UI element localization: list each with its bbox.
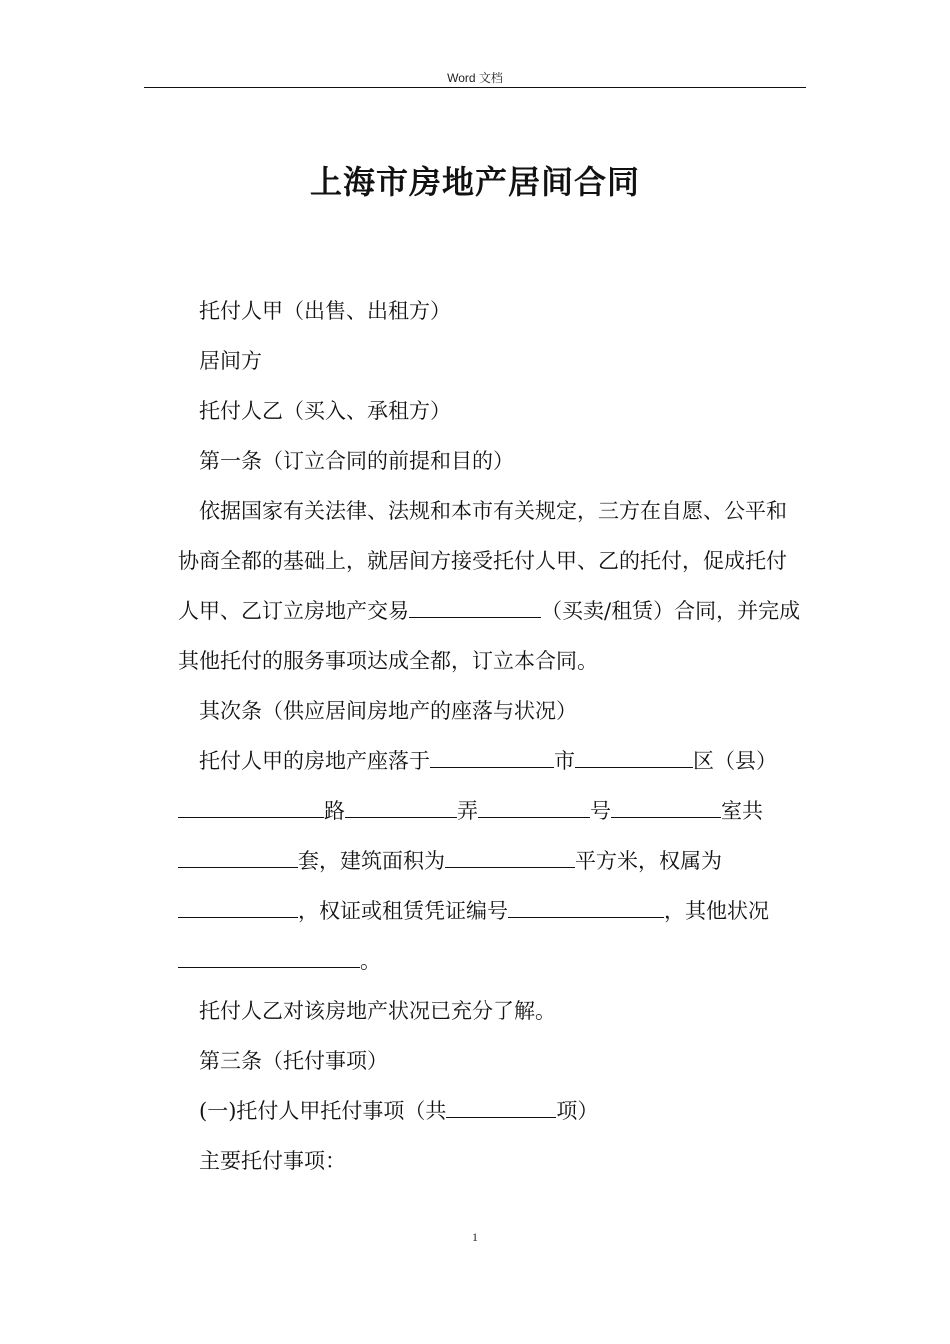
- lane-label: 弄: [457, 799, 478, 823]
- article1-text-part2: （买卖/租赁）合同，并完成其他托付的服务事项达成全都，订立本合同。: [178, 599, 801, 673]
- article3-heading: 第三条（托付事项）: [199, 1049, 388, 1073]
- intermediary-line: 居间方: [199, 349, 262, 373]
- certificate-number-blank: [508, 898, 664, 918]
- unit-count-blank: [178, 848, 298, 868]
- certificate-label: ，权证或租赁凭证编号: [298, 899, 508, 923]
- number-blank: [478, 798, 590, 818]
- district-label: 区（县）: [693, 749, 777, 773]
- article3-main-items: 主要托付事项：: [199, 1149, 346, 1173]
- article2-acknowledgement: 托付人乙对该房地产状况已充分了解。: [199, 999, 556, 1023]
- property-location-label: 托付人甲的房地产座落于: [199, 749, 430, 773]
- article3-subitem-1-suffix: 项）: [556, 1099, 599, 1123]
- article3-subitem-1-label: (一)托付人甲托付事项（共: [199, 1099, 447, 1123]
- number-label: 号: [590, 799, 611, 823]
- article3-subitem-1: [178, 1086, 806, 1136]
- area-blank: [445, 848, 575, 868]
- page-number: 1: [472, 1230, 478, 1244]
- article1-body: [178, 486, 806, 686]
- document-body: [178, 286, 806, 1186]
- ownership-blank: [178, 898, 298, 918]
- item-count-blank: [446, 1098, 556, 1118]
- road-blank: [178, 798, 324, 818]
- city-blank: [430, 748, 554, 768]
- other-condition-label: ，其他状况: [664, 899, 769, 923]
- room-blank: [611, 798, 721, 818]
- header-divider: [144, 87, 806, 88]
- transaction-type-blank: [409, 598, 541, 618]
- room-label: 室共: [721, 799, 763, 823]
- party-a-line: 托付人甲（出售、出租方）: [199, 299, 451, 323]
- article2-period: 。: [360, 949, 381, 973]
- article2-heading: 其次条（供应居间房地产的座落与状况）: [199, 699, 577, 723]
- road-label: 路: [324, 799, 345, 823]
- article1-heading: 第一条（订立合同的前提和目的）: [199, 449, 514, 473]
- document-title: 上海市房地产居间合同: [309, 163, 640, 201]
- ownership-label: 平方米，权属为: [575, 849, 722, 873]
- district-blank: [575, 748, 693, 768]
- page-header-label: Word 文档: [447, 71, 503, 85]
- city-label: 市: [554, 749, 575, 773]
- lane-blank: [345, 798, 457, 818]
- article2-property-paragraph: [178, 736, 806, 986]
- other-condition-blank: [178, 948, 360, 968]
- article1-text-part1: 依据国家有关法律、法规和本市有关规定，三方在自愿、公平和协商全都的基础上，就居间方接受托付人甲、乙的托付，促成托付人甲、乙订立房地产交易: [178, 499, 787, 623]
- area-label: 套，建筑面积为: [298, 849, 445, 873]
- party-b-line: 托付人乙（买入、承租方）: [199, 399, 451, 423]
